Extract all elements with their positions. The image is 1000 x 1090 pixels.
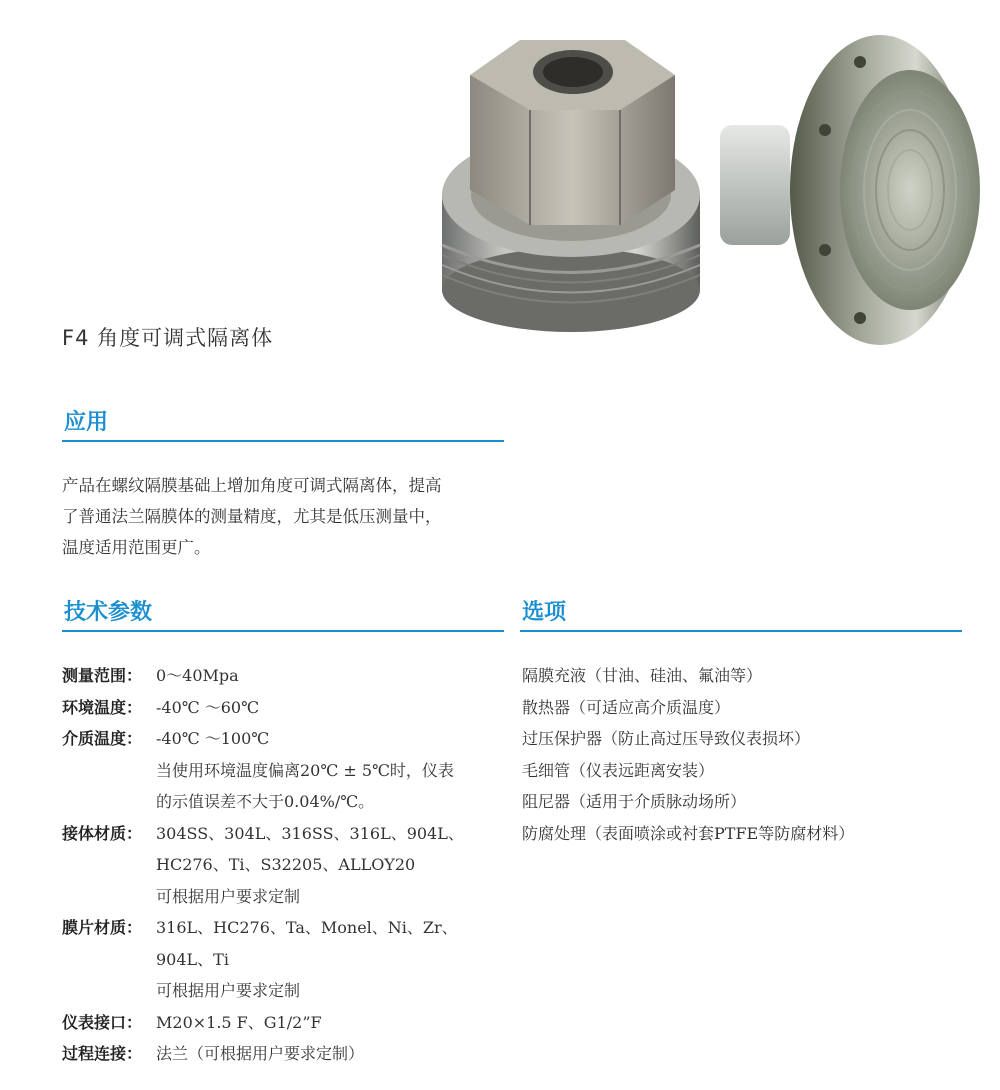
param-label: 膜片材质： [62,918,143,937]
param-value: 当使用环境温度偏离20℃ ± 5℃时，仪表 [156,760,454,780]
application-line: 产品在螺纹隔膜基础上增加角度可调式隔离体，提高 [62,476,442,495]
param-label: 接体材质： [62,823,143,843]
param-value: 304SS、304L、316SS、316L、904L、 [156,823,464,843]
param-row-measure-range [62,660,512,692]
product-photo-illustration [420,0,980,355]
option-item: 防腐处理（表面喷涂或衬套PTFE等防腐材料） [522,823,855,843]
option-item: 毛细管（仪表远距离安装） [522,760,715,780]
param-row-body-material [62,818,512,913]
param-value: 的示值误差不大于0.04%/℃。 [156,792,375,811]
param-row-process-connection [62,1038,512,1070]
param-value: -40℃ ～60℃ [156,697,260,717]
option-item: 阻尼器（适用于介质脉动场所） [522,792,747,811]
param-value: 可根据用户要求定制 [156,981,301,1000]
option-item: 隔膜充液（甘油、硅油、氟油等） [522,666,763,685]
param-value: HC276、Ti、S32205、ALLOY20 [156,855,416,874]
tech-params-heading: 技术参数 [62,598,504,632]
application-text [62,470,507,563]
option-item: 过压保护器（防止高过压导致仪表损坏） [522,729,811,748]
options-list [522,660,972,849]
param-label: 测量范围： [62,666,143,685]
param-value: 0～40Mpa [156,666,239,685]
tech-params-list [62,660,512,1070]
param-label: 过程连接： [62,1044,143,1063]
param-value: M20×1.5 F、G1/2”F [156,1012,322,1032]
param-row-ambient-temp [62,692,512,724]
param-row-instrument-interface [62,1007,512,1039]
param-row-diaphragm-material [62,912,512,1007]
options-heading: 选项 [520,598,962,632]
param-value: 可根据用户要求定制 [156,886,301,906]
flange-diaphragm-photo [720,35,980,345]
application-heading: 应用 [62,408,504,442]
adjustable-isolator-photo [442,40,700,332]
application-line: 了普通法兰隔膜体的测量精度，尤其是低压测量中， [62,507,442,526]
option-item: 散热器（可适应高介质温度） [522,697,731,717]
param-label: 仪表接口： [62,1012,143,1032]
param-value: 法兰（可根据用户要求定制） [156,1044,365,1063]
product-photos [420,0,980,355]
application-line: 温度适用范围更广。 [62,538,211,557]
param-row-medium-temp [62,723,512,818]
param-value: -40℃ ～100℃ [156,729,270,748]
param-label: 环境温度： [62,697,143,717]
product-title: F4 角度可调式隔离体 [62,326,274,350]
param-value: 316L、HC276、Ta、Monel、Ni、Zr、 [156,918,458,937]
param-label: 介质温度： [62,729,143,748]
param-value: 904L、Ti [156,949,229,969]
